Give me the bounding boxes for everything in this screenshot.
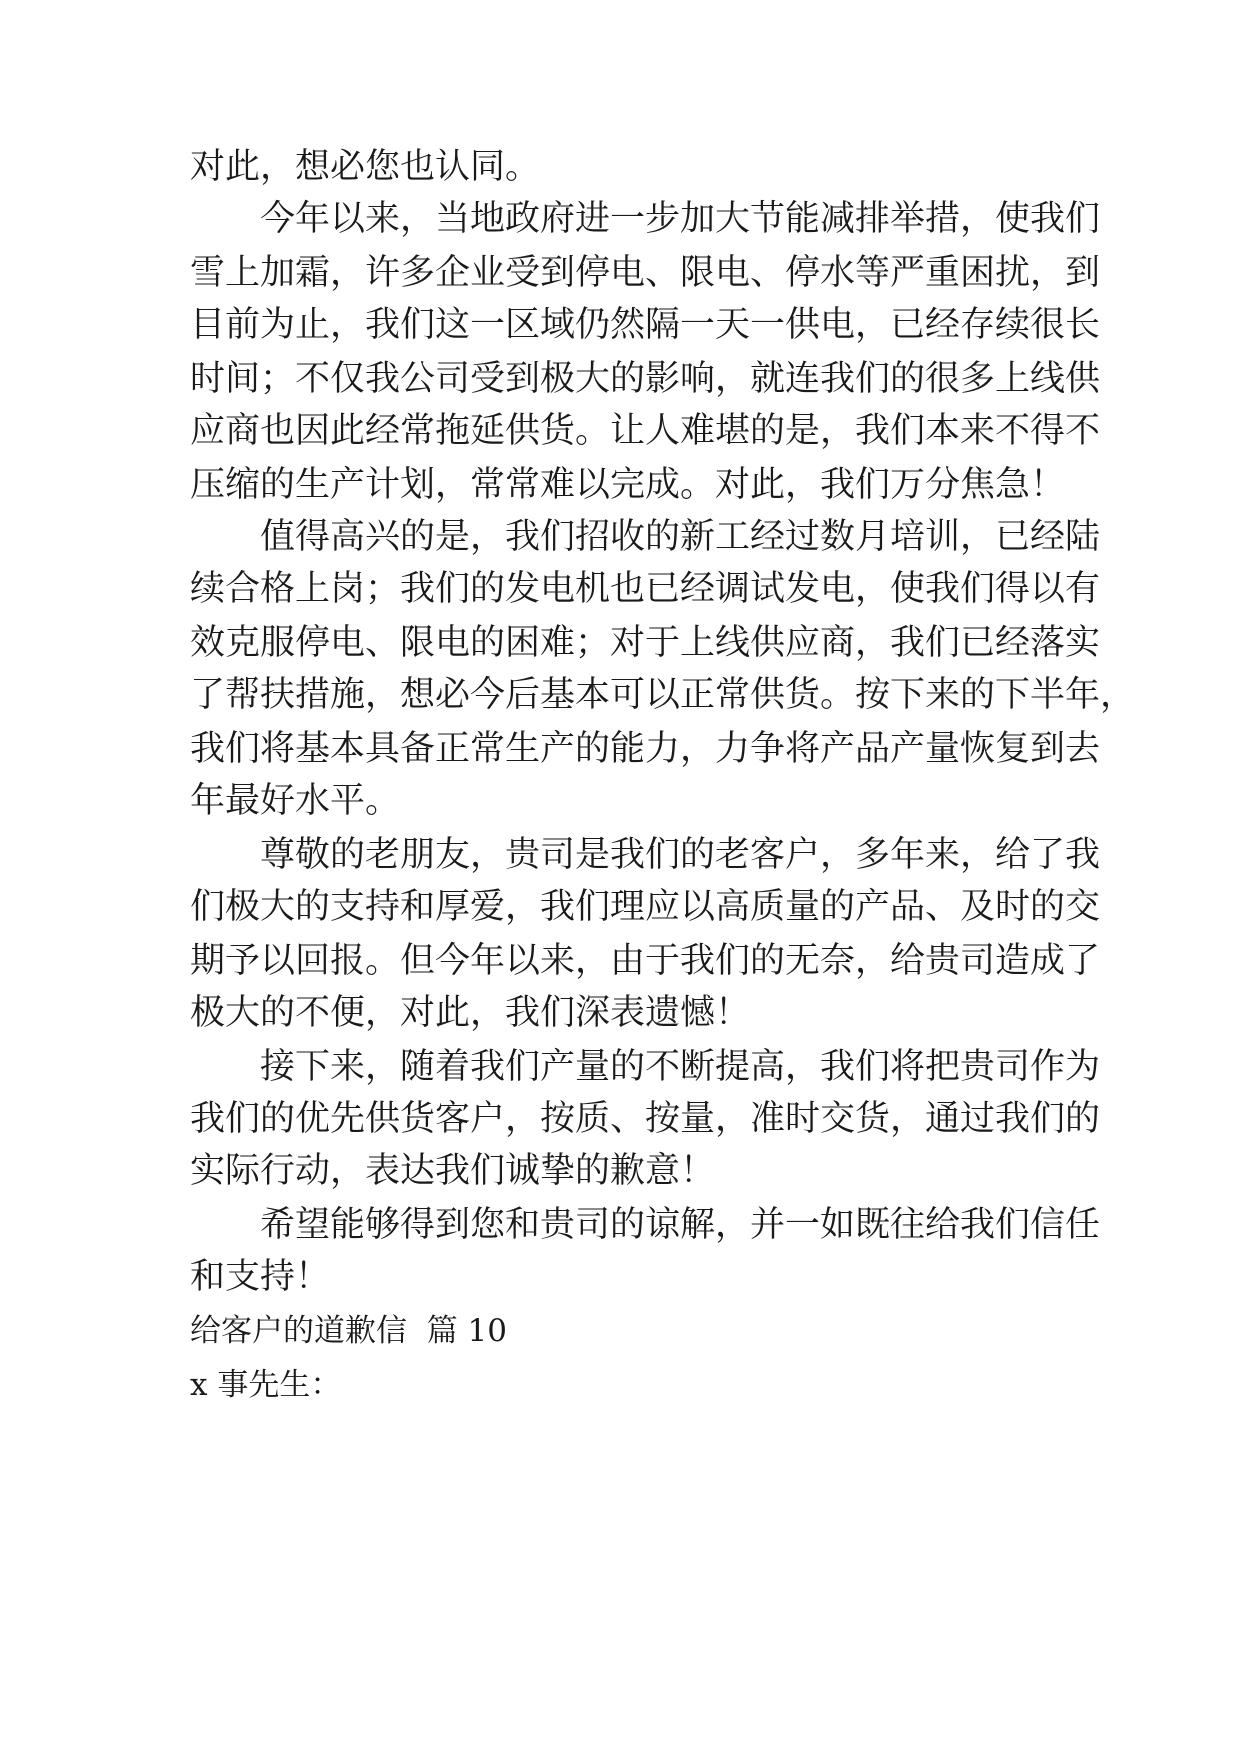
paragraph-line: 续合格上岗；我们的发电机也已经调试发电，使我们得以有 (190, 569, 1101, 609)
paragraph-line: 尊敬的老朋友，贵司是我们的老客户，多年来，给了我 (260, 835, 1101, 875)
paragraph-line: 效克服停电、限电的困难；对于上线供应商，我们已经落实 (190, 623, 1101, 663)
paragraph-line: 压缩的生产计划，常常难以完成。对此，我们万分焦急！ (190, 465, 1066, 505)
paragraph-line: 今年以来，当地政府进一步加大节能减排举措，使我们 (260, 199, 1101, 239)
paragraph-line: 目前为止，我们这一区域仍然隔一天一供电，已经存续很长 (190, 305, 1101, 345)
paragraph-line: 雪上加霜，许多企业受到停电、限电、停水等严重困扰，到 (190, 253, 1101, 293)
paragraph-line: 我们将基本具备正常生产的能力，力争将产品产量恢复到去 (190, 729, 1101, 769)
paragraph-line: 和支持！ (190, 1257, 331, 1297)
paragraph-line: 接下来，随着我们产量的不断提高，我们将把贵司作为 (260, 1047, 1101, 1087)
paragraph-line: 应商也因此经常拖延供货。让人难堪的是，我们本来不得不 (190, 411, 1101, 451)
paragraph-line: 我们的优先供货客户，按质、按量，准时交货，通过我们的 (190, 1099, 1101, 1139)
paragraph-line: 实际行动，表达我们诚挚的歉意！ (190, 1151, 716, 1191)
paragraph-line: 期予以回报。但今年以来，由于我们的无奈，给贵司造成了 (190, 941, 1101, 981)
paragraph-line: 希望能够得到您和贵司的谅解，并一如既往给我们信任 (260, 1205, 1101, 1245)
section-heading: 给客户的道歉信 篇 10 (190, 1313, 508, 1349)
paragraph-line: 时间；不仅我公司受到极大的影响，就连我们的很多上线供 (190, 359, 1101, 399)
paragraph-line: 年最好水平。 (190, 781, 401, 821)
paragraph-line: 们极大的支持和厚爱，我们理应以高质量的产品、及时的交 (190, 887, 1101, 927)
salutation: x 事先生： (190, 1367, 342, 1403)
paragraph-line: 了帮扶措施，想必今后基本可以正常供货。按下来的下半年， (190, 675, 1136, 715)
paragraph-line: 极大的不便，对此，我们深表遗憾！ (190, 993, 751, 1033)
paragraph-line: 值得高兴的是，我们招收的新工经过数月培训，已经陆 (260, 517, 1101, 557)
paragraph-line: 对此，想必您也认同。 (190, 147, 541, 187)
